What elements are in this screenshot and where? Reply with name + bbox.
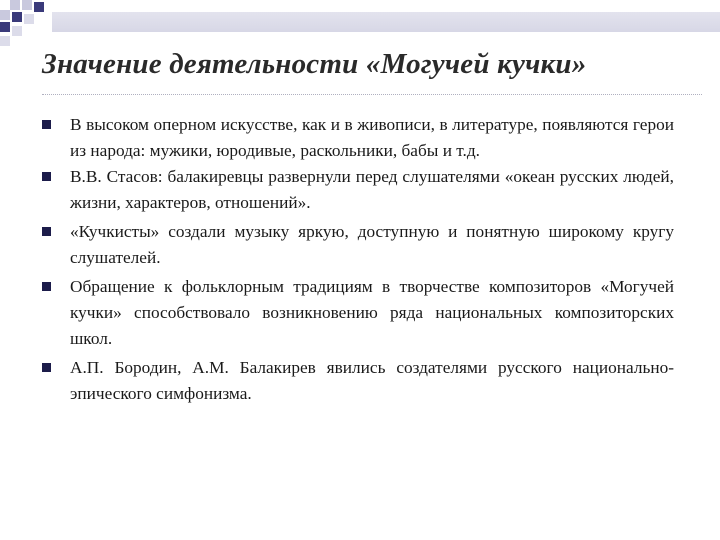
list-item-text: А.П. Бородин, А.М. Балакирев явились создателями русского национально-эпического симфонизма. xyxy=(70,358,674,403)
square-bullet-icon xyxy=(42,120,51,129)
corner-square xyxy=(22,0,32,10)
square-bullet-icon xyxy=(42,172,51,181)
square-bullet-icon xyxy=(42,363,51,372)
square-bullet-icon xyxy=(42,282,51,291)
header-bar xyxy=(52,12,720,32)
list-item xyxy=(42,355,674,407)
list-item xyxy=(42,164,674,216)
corner-square xyxy=(0,10,10,20)
corner-square xyxy=(34,2,44,12)
list-item xyxy=(42,112,674,164)
title-divider xyxy=(42,94,702,95)
list-item xyxy=(42,219,674,271)
list-item-text: Обращение к фольклорным традициям в творчестве композиторов «Могучей кучки» способствовало возникновению ряда национальных композиторских школ. xyxy=(70,277,674,348)
list-item-text: В высоком оперном искусстве, как и в живописи, в литературе, появляются герои из народа: мужики, юродивые, раскольники, бабы и т.д. xyxy=(70,115,674,160)
slide-title: Значение деятельности «Могучей кучки» xyxy=(42,48,587,80)
square-bullet-icon xyxy=(42,227,51,236)
corner-square xyxy=(0,36,10,46)
list-item-text: В.В. Стасов: балакиревцы развернули перед слушателями «океан русских людей, жизни, характеров, отношений». xyxy=(70,167,674,212)
corner-square xyxy=(24,14,34,24)
bullet-list xyxy=(42,112,674,407)
list-item xyxy=(42,274,674,352)
corner-square xyxy=(12,12,22,22)
list-item-text: «Кучкисты» создали музыку яркую, доступную и понятную широкому кругу слушателей. xyxy=(70,222,674,267)
corner-square xyxy=(10,0,20,10)
corner-square xyxy=(12,26,22,36)
corner-square xyxy=(0,22,10,32)
